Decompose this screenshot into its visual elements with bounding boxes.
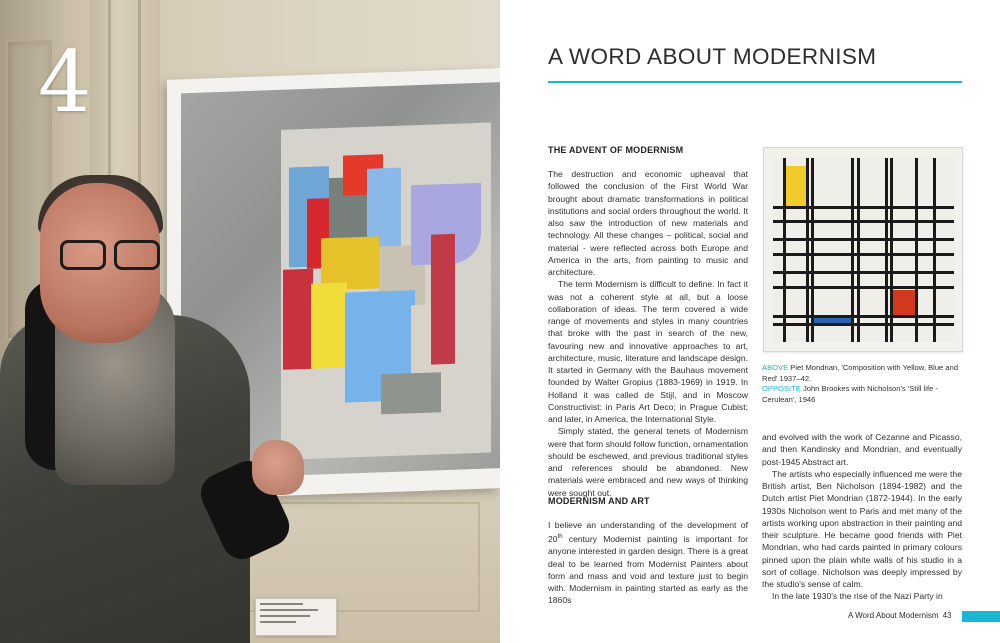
section-heading-art: MODERNISM AND ART xyxy=(548,496,650,506)
paragraph: and evolved with the work of Cezanne and Picasso, and then Kandinsky and Mondrian, and eventually post-1945 Abstract art. xyxy=(762,432,962,467)
nicholson-still-life xyxy=(281,122,491,459)
paragraph xyxy=(548,519,748,607)
text-run: century Modernist painting is important for anyone interested in garden design. There is a great deal to be learned from Modernist Painters about form and mass and void and texture just to begin with. Modernism in painting started as early as the 1860s xyxy=(548,534,748,606)
paragraph: The destruction and economic upheaval that followed the conclusion of the First World War brought about dramatic transformations in political institutions and social orders throughout the world. It also saw the introduction of new materials and technology. All these changes – political, social and material - were reflected across both Europe and America in the arts, from painting to music and architecture. xyxy=(548,169,748,277)
caption-label: ABOVE xyxy=(762,363,789,372)
right-column-body xyxy=(762,431,962,603)
section-heading-advent: THE ADVENT OF MODERNISM xyxy=(548,145,684,155)
paragraph: The term Modernism is difficult to define. In fact it was not a coherent style at all, but a loose collaboration of ideas. The term covered a wide range of movements and styles in many countries that broke with the past in search of the new, favouring new and innovative approaches to art, architecture, music, literature and landscape design. It started in Germany with the Bauhaus movement founded by Walter Gropius (1883-1969) in 1919. In Holland it was called de Stijl, and in Moscow Constructivist: in Paris Art Deco; in Prague Cubist; and later, in America, the International Style. xyxy=(548,279,748,424)
chapter-number: 4 xyxy=(38,33,92,131)
caption-opposite xyxy=(762,384,962,405)
caption-label: OPPOSITE xyxy=(762,384,801,393)
paragraph: In the late 1930's the rise of the Nazi Party in xyxy=(772,591,943,602)
running-title: A Word About Modernism xyxy=(848,611,939,620)
glasses xyxy=(60,240,165,272)
section-art-body xyxy=(548,519,748,607)
pointing-hand xyxy=(252,440,304,495)
caption-text: John Brookes with Nicholson's 'Still life - Cerulean', 1946 xyxy=(762,384,938,404)
image-caption xyxy=(762,363,962,405)
page-number: 43 xyxy=(942,611,952,620)
paragraph: The artists who especially influenced me were the British artist, Ben Nicholson (1894-1982) and the Dutch artist Piet Mondrian (1872-1944). In the early 1930s Nicholson went to Paris and met many of the artists working upon abstraction in their painting and their sculpture. He became good friends with Piet Mondrian, who had cards painted in primary colours pinned upon the plain white walls of his studio in a sort of collage. Nicholson was deeply impressed by the studio's sense of calm. xyxy=(762,468,962,589)
caption-above xyxy=(762,363,962,384)
museum-placard xyxy=(255,598,337,636)
caption-text: Piet Mondrian, 'Composition with Yellow, Blue and Red' 1937–42. xyxy=(762,363,959,383)
title-rule xyxy=(548,81,962,83)
man-portrait xyxy=(0,165,300,643)
page-title: A WORD ABOUT MODERNISM xyxy=(548,44,877,69)
mondrian-painting xyxy=(763,147,963,352)
footer-accent-bar xyxy=(962,611,1000,622)
superscript: th xyxy=(557,534,563,541)
paragraph: Simply stated, the general tenets of Modernism were that form should follow function, ornamentation should be eschewed, and previous traditional styles and references should be abandoned. New materials were embraced and new ways of thinking were sought out. xyxy=(548,426,748,498)
text-run: I believe an understanding of the development of 20 xyxy=(548,520,748,545)
page-footer xyxy=(848,611,951,620)
section-advent-body xyxy=(548,168,748,499)
